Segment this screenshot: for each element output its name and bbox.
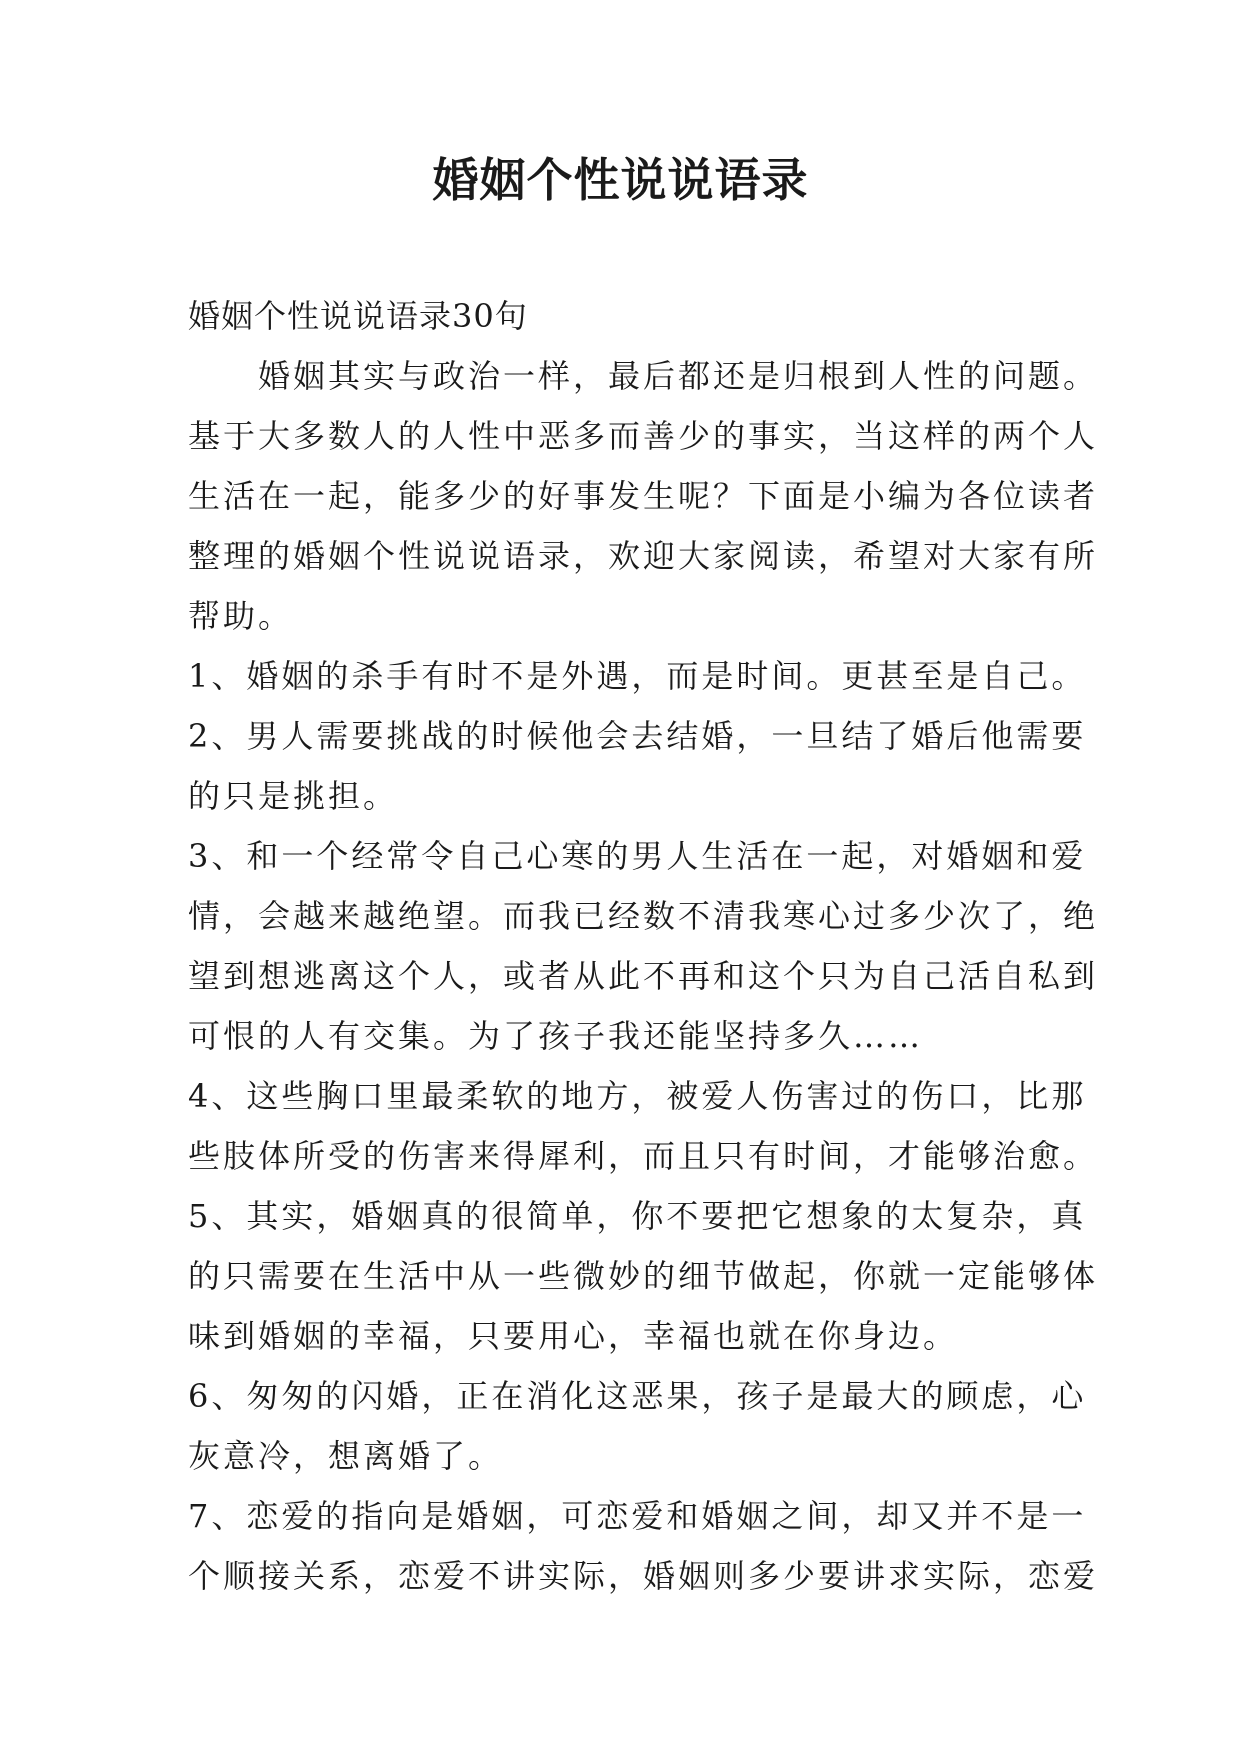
quote-line: 灰意冷，想离婚了。	[188, 1437, 504, 1475]
intro-line: 生活在一起，能多少的好事发生呢？下面是小编为各位读者	[188, 477, 1099, 515]
intro-line: 婚姻其实与政治一样，最后都还是归根到人性的问题。	[258, 357, 1099, 395]
document-body	[188, 286, 1099, 1606]
quote-line: 6、匆匆的闪婚，正在消化这恶果，孩子是最大的顾虑，心	[188, 1377, 1087, 1415]
quote-line: 4、这些胸口里最柔软的地方，被爱人伤害过的伤口，比那	[188, 1077, 1087, 1115]
intro-line: 基于大多数人的人性中恶多而善少的事实，当这样的两个人	[188, 417, 1099, 455]
quote-line: 的只是挑担。	[188, 777, 399, 815]
document-title: 婚姻个性说说语录	[432, 153, 809, 207]
quote-line: 些肢体所受的伤害来得犀利，而且只有时间，才能够治愈。	[188, 1137, 1099, 1175]
quote-line: 7、恋爱的指向是婚姻，可恋爱和婚姻之间，却又并不是一	[188, 1497, 1087, 1535]
quote-line: 个顺接关系，恋爱不讲实际，婚姻则多少要讲求实际，恋爱	[188, 1557, 1099, 1595]
quote-line: 5、其实，婚姻真的很简单，你不要把它想象的太复杂，真	[188, 1197, 1087, 1235]
quote-line: 1、婚姻的杀手有时不是外遇，而是时间。更甚至是自己。	[188, 657, 1087, 695]
quote-line: 的只需要在生活中从一些微妙的细节做起，你就一定能够体	[188, 1257, 1099, 1295]
intro-line: 帮助。	[188, 597, 294, 635]
quote-line: 3、和一个经常令自己心寒的男人生活在一起，对婚姻和爱	[188, 837, 1087, 875]
quote-line: 望到想逃离这个人，或者从此不再和这个只为自己活自私到	[188, 957, 1099, 995]
quote-line: 情，会越来越绝望。而我已经数不清我寒心过多少次了，绝	[188, 897, 1099, 935]
intro-line: 整理的婚姻个性说说语录，欢迎大家阅读，希望对大家有所	[188, 537, 1099, 575]
quote-line: 2、男人需要挑战的时候他会去结婚，一旦结了婚后他需要	[188, 717, 1087, 755]
quote-line: 可恨的人有交集。为了孩子我还能坚持多久……	[188, 1017, 924, 1055]
document-subtitle: 婚姻个性说说语录30句	[188, 297, 528, 335]
quote-line: 味到婚姻的幸福，只要用心，幸福也就在你身边。	[188, 1317, 959, 1355]
